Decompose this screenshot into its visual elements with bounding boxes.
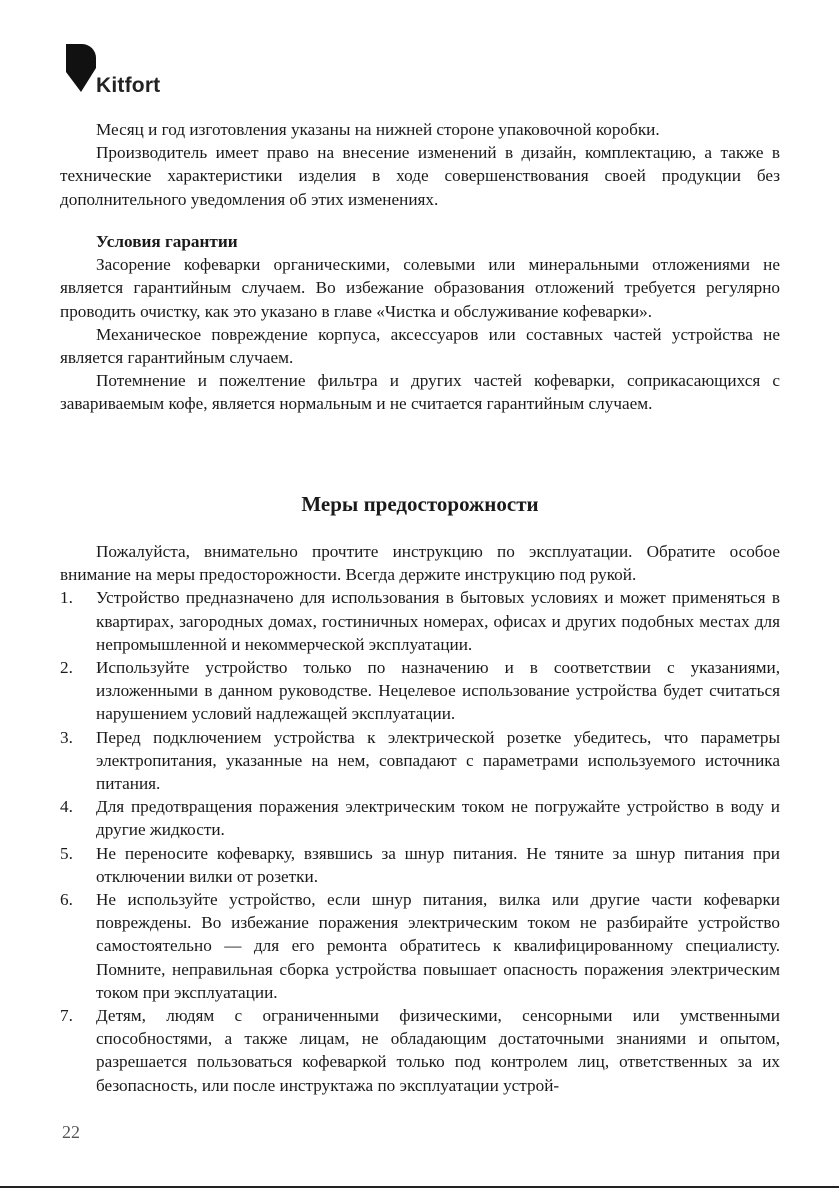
item-number: 5. <box>60 843 73 863</box>
kitfort-logo <box>66 44 186 100</box>
item-number: 1. <box>60 588 73 608</box>
intro-block <box>60 118 780 211</box>
list-item <box>60 726 780 796</box>
item-text: Используйте устройство только по назначению и в соответствии с указаниями, изложенными в данном руководстве. Нецелевое использование устройства будет считаться нарушением условий надлежащей эксплуатации. <box>96 658 780 724</box>
precautions-intro: Пожалуйста, внимательно прочтите инструкцию по эксплуатации. Обратите особое внимание на меры предосторожности. Всегда держите инструкцию под рукой. <box>60 542 780 585</box>
page-number: 22 <box>62 1122 80 1142</box>
list-item <box>60 795 780 841</box>
warranty-section <box>60 230 780 416</box>
item-text: Детям, людям с ограниченными физическими, сенсорными или умственными способностями, а также лицам, не обладающим достаточными знаниями и опытом, разрешается пользоваться кофеваркой только под контролем лиц, ответственных за их безопасность, или после инструктажа по эксплуатации устрой- <box>96 1006 780 1095</box>
precautions-section <box>60 540 780 1097</box>
item-text: Перед подключением устройства к электрической розетке убедитесь, что параметры электропитания, указанные на нем, совпадают с параметрами используемого источника питания. <box>96 727 780 794</box>
warranty-paragraph: Потемнение и пожелтение фильтра и других частей кофеварки, соприкасающихся с завариваемым кофе, является нормальным и не считается гарантийным случаем. <box>60 371 780 414</box>
item-number: 6. <box>60 890 73 910</box>
precautions-title: Меры предосторожности <box>301 492 539 516</box>
item-number: 4. <box>60 797 73 817</box>
kitfort-logo-icon <box>66 44 96 92</box>
page-bottom-rule <box>0 1186 839 1188</box>
warranty-paragraph: Засорение кофеварки органическими, солевыми или минеральными отложениями не является гарантийным случаем. Во избежание образования отложений требуется регулярно проводить очистку, как это указано в главе «Чистка и обслуживание кофеварки». <box>60 255 780 321</box>
item-text: Устройство предназначено для использования в бытовых условиях и может применяться в квартирах, загородных домах, гостиничных номерах, офисах и других подобных местах для непромышленной и некоммерческой эксплуатации. <box>96 588 780 654</box>
item-text: Не используйте устройство, если шнур питания, вилка или другие части кофеварки повреждены. Во избежание поражения электрическим током не разбирайте устройство самостоятельно — для его ремонта обратитесь к квалифицированному специалисту. Помните, неправильная сборка устройства повышает опасность поражения электрическим током при эксплуатации. <box>96 890 780 1002</box>
item-text: Для предотвращения поражения электрическим током не погружайте устройство в воду и другие жидкости. <box>96 797 780 840</box>
list-item <box>60 1004 780 1097</box>
warranty-paragraph: Механическое повреждение корпуса, аксессуаров или составных частей устройства не является гарантийным случаем. <box>60 324 780 368</box>
list-item <box>60 888 780 1004</box>
list-item <box>60 586 780 656</box>
list-item <box>60 842 780 888</box>
manufacture-date-paragraph: Месяц и год изготовления указаны на нижней стороне упаковочной коробки. <box>96 120 660 139</box>
item-text: Не переносите кофеварку, взявшись за шнур питания. Не тяните за шнур питания при отключении вилки от розетки. <box>96 843 780 886</box>
item-number: 3. <box>60 727 73 747</box>
precautions-list <box>60 586 780 1096</box>
item-number: 7. <box>60 1006 73 1026</box>
brand-name: Kitfort <box>96 74 161 97</box>
warranty-heading: Условия гарантии <box>96 232 238 251</box>
list-item <box>60 656 780 726</box>
manufacturer-rights-paragraph: Производитель имеет право на внесение изменений в дизайн, комплектацию, а также в технические характеристики изделия в ходе совершенствования своей продукции без дополнительного уведомления об этих изменениях. <box>60 143 780 209</box>
item-number: 2. <box>60 658 73 678</box>
